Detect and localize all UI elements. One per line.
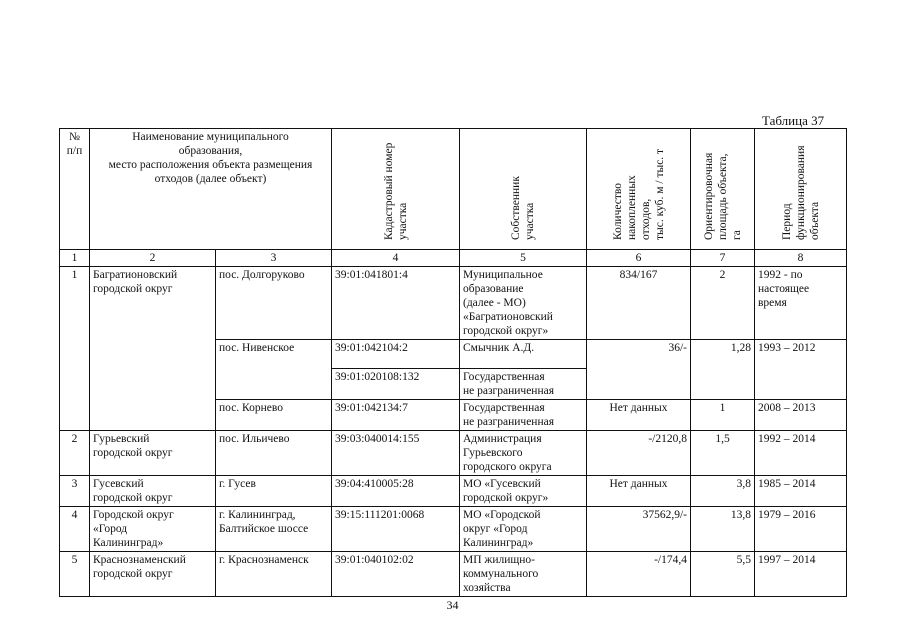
owner-cell: Государственная не разграниченная [460, 369, 587, 400]
area-cell: 5,5 [691, 552, 755, 597]
cadastral-cell: 39:01:020108:132 [332, 369, 460, 400]
column-number: 5 [460, 250, 587, 267]
location-cell: пос. Нивенское [216, 340, 332, 400]
volume-cell: Нет данных [587, 476, 691, 507]
column-number: 6 [587, 250, 691, 267]
table-row [60, 476, 847, 507]
location-cell: пос. Корнево [216, 400, 332, 431]
owner-cell: МО «Городской округ «Город Калининград» [460, 507, 587, 552]
location-cell: г. Гусев [216, 476, 332, 507]
header-cadastral: Кадастровый номер участка [332, 129, 460, 250]
waste-sites-table [59, 128, 847, 597]
municipality-cell: Багратионовский городской округ [90, 267, 216, 431]
header-area: Ориентировочная площадь объекта, га [691, 129, 755, 250]
cadastral-cell: 39:01:042104:2 [332, 340, 460, 369]
location-cell: г. Калининград, Балтийское шоссе [216, 507, 332, 552]
volume-cell: 37562,9/- [587, 507, 691, 552]
volume-cell: Нет данных [587, 400, 691, 431]
owner-cell: МО «Гусевский городской округ» [460, 476, 587, 507]
period-cell: 2008 – 2013 [755, 400, 847, 431]
period-cell: 1992 – 2014 [755, 431, 847, 476]
location-cell: г. Краснознаменск [216, 552, 332, 597]
period-cell: 1993 – 2012 [755, 340, 847, 400]
municipality-cell: Краснознаменский городской округ [90, 552, 216, 597]
volume-cell: 36/- [587, 340, 691, 400]
area-cell: 3,8 [691, 476, 755, 507]
area-cell: 13,8 [691, 507, 755, 552]
period-cell: 1997 – 2014 [755, 552, 847, 597]
table-row [60, 267, 847, 340]
page-number: 34 [446, 598, 459, 612]
volume-cell: 834/167 [587, 267, 691, 340]
owner-cell: Муниципальное образование (далее - МО) «Багратионовский городской округ» [460, 267, 587, 340]
header-municipality: Наименование муниципального образования, место расположения объекта размещения отходов (далее объект) [90, 129, 332, 250]
cadastral-cell: 39:15:111201:0068 [332, 507, 460, 552]
owner-cell: Смычник А.Д. [460, 340, 587, 369]
column-number: 3 [216, 250, 332, 267]
row-num: 4 [60, 507, 90, 552]
municipality-cell: Гусевский городской округ [90, 476, 216, 507]
header-num: № п/п [60, 129, 90, 250]
table-caption: Таблица 37 [762, 113, 825, 128]
period-cell: 1985 – 2014 [755, 476, 847, 507]
period-cell: 1992 - по настоящее время [755, 267, 847, 340]
column-number: 7 [691, 250, 755, 267]
cadastral-cell: 39:01:042134:7 [332, 400, 460, 431]
cadastral-cell: 39:01:041801:4 [332, 267, 460, 340]
row-num: 3 [60, 476, 90, 507]
column-number-row [60, 250, 847, 267]
table-row [60, 507, 847, 552]
column-number: 4 [332, 250, 460, 267]
table-row [60, 552, 847, 597]
column-number: 1 [60, 250, 90, 267]
table-row [60, 431, 847, 476]
column-number: 2 [90, 250, 216, 267]
cadastral-cell: 39:04:410005:28 [332, 476, 460, 507]
municipality-cell: Городской округ «Город Калининград» [90, 507, 216, 552]
row-num: 5 [60, 552, 90, 597]
header-row [60, 129, 847, 250]
area-cell: 1,28 [691, 340, 755, 400]
volume-cell: -/174,4 [587, 552, 691, 597]
location-cell: пос. Долгоруково [216, 267, 332, 340]
header-volume: Количество накопленных отходов, тыс. куб. м / тыс. т [587, 129, 691, 250]
owner-cell: Администрация Гурьевского городского округа [460, 431, 587, 476]
location-cell: пос. Ильичево [216, 431, 332, 476]
owner-cell: МП жилищно- коммунального хозяйства [460, 552, 587, 597]
header-owner: Собственник участка [460, 129, 587, 250]
owner-cell: Государственная не разграниченная [460, 400, 587, 431]
row-num: 2 [60, 431, 90, 476]
column-number: 8 [755, 250, 847, 267]
cadastral-cell: 39:01:040102:02 [332, 552, 460, 597]
header-period: Период функционирования объекта [755, 129, 847, 250]
area-cell: 1,5 [691, 431, 755, 476]
area-cell: 1 [691, 400, 755, 431]
row-num: 1 [60, 267, 90, 431]
period-cell: 1979 – 2016 [755, 507, 847, 552]
municipality-cell: Гурьевский городской округ [90, 431, 216, 476]
area-cell: 2 [691, 267, 755, 340]
volume-cell: -/2120,8 [587, 431, 691, 476]
cadastral-cell: 39:03:040014:155 [332, 431, 460, 476]
